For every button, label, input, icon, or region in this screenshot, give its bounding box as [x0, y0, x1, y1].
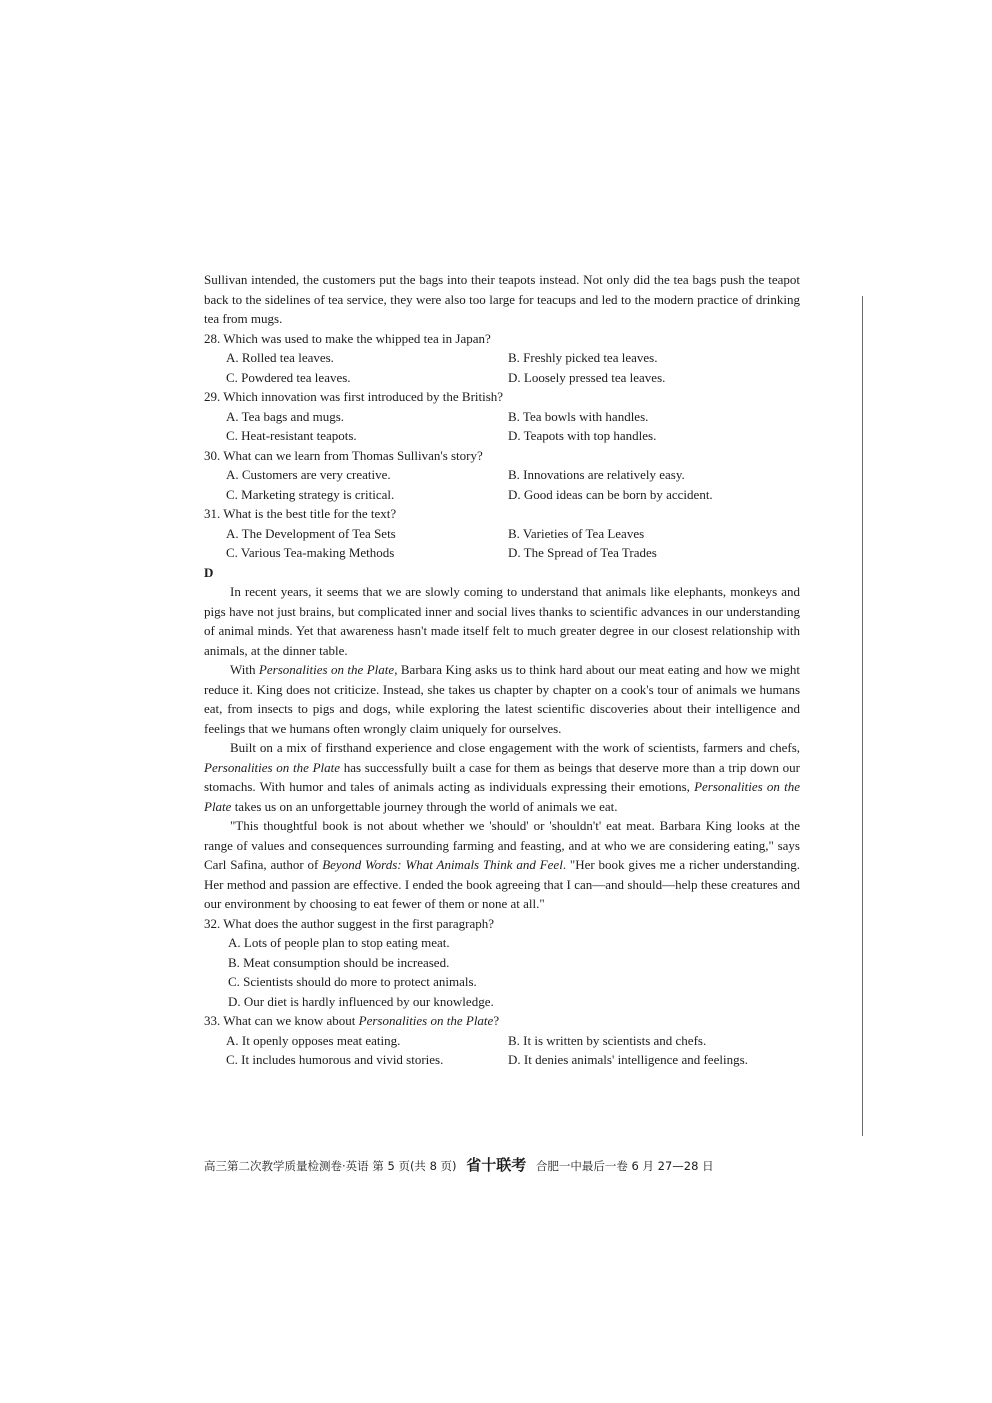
option-d[interactable]: D. It denies animals' intelligence and feelings. [508, 1052, 748, 1067]
option-c[interactable]: C. Marketing strategy is critical. [226, 486, 395, 502]
option-c[interactable]: C. Heat-resistant teapots. [226, 428, 357, 443]
question-stem: 28. Which was used to make the whipped tea in Japan? [204, 330, 491, 346]
passage-d-paragraph-3: Built on a mix of firsthand experience and close engagement with the work of scientists, farmers and chefs, Personalities on the Plate has successfully built a case for them as beings that deserve more than a trip down our stomachs. With humor and tales of animals acting as individuals expressing their emotions, Personalities on the Plate takes us on an unforgettable journey through the world of animals we eat. [204, 740, 801, 814]
margin-rule [862, 296, 863, 1136]
option-d[interactable]: D. The Spread of Tea Trades [508, 545, 657, 560]
question-stem: 33. What can we know about Personalities on the Plate? [204, 1013, 500, 1028]
question-31 [204, 504, 800, 563]
option-c[interactable]: C. It includes humorous and vivid stories. [226, 1052, 444, 1067]
option-b[interactable]: B. Meat consumption should be increased. [228, 954, 450, 970]
book-title: Personalities on the Plate [204, 759, 341, 775]
passage-d-paragraph-4: "This thoughtful book is not about whether we 'should' or 'shouldn't' eat meat. Barbara King looks at the range of values and consequences surrounding farming and feasting, and at who we are considering eating," says Carl Safina, author of Beyond Words: What Animals Think and Feel. "Her book gives me a richer understanding. Her method and passion are effective. I ended the book agreeing that I can—and should—help these creatures and our environment by choosing to eat fewer of them or none at all." [204, 818, 800, 911]
book-title: Beyond Words: What Animals Think and Feel [322, 857, 563, 872]
option-c[interactable]: C. Scientists should do more to protect animals. [228, 974, 477, 989]
school-info: 合肥一中最后一卷 6 月 27—28 日 [535, 1159, 714, 1173]
passage-d-paragraph-1: In recent years, it seems that we are slowly coming to understand that animals like elephants, monkeys and pigs have not just brains, but complicated inner and social lives thanks to scientific advances in our understanding of animal minds. Yet that awareness hasn't made itself felt to much greater degree in our closest relationship with animals, at the dinner table. [204, 584, 800, 658]
question-28 [204, 329, 800, 388]
option-b[interactable]: B. It is written by scientists and chefs. [508, 1032, 707, 1048]
option-a[interactable]: A. Lots of people plan to stop eating meat. [228, 935, 450, 950]
passage-c-ending: Sullivan intended, the customers put the bags into their teapots instead. Not only did the tea bags push the teapot back to the sidelines of tea service, they were also too large for teacups and led to the modern practice of drinking tea from mugs. [204, 272, 800, 326]
section-heading: D [204, 564, 214, 580]
option-a[interactable]: A. Rolled tea leaves. [226, 350, 334, 365]
question-stem: 29. Which innovation was first introduced by the British? [204, 389, 504, 404]
option-d[interactable]: D. Our diet is hardly influenced by our knowledge. [228, 993, 494, 1009]
option-a[interactable]: A. The Development of Tea Sets [226, 525, 396, 541]
question-stem: 32. What does the author suggest in the first paragraph? [204, 915, 495, 931]
option-c[interactable]: C. Various Tea-making Methods [226, 545, 395, 560]
option-c[interactable]: C. Powdered tea leaves. [226, 369, 351, 385]
question-29 [204, 387, 800, 446]
option-d[interactable]: D. Loosely pressed tea leaves. [508, 369, 666, 385]
exam-page [204, 270, 800, 1070]
question-stem: 30. What can we learn from Thomas Sullivan's story? [204, 447, 483, 463]
option-b[interactable]: B. Varieties of Tea Leaves [508, 525, 645, 541]
option-d[interactable]: D. Good ideas can be born by accident. [508, 486, 713, 502]
book-title: Personalities on the Plate [358, 1013, 494, 1028]
option-a[interactable]: A. Tea bags and mugs. [226, 408, 344, 424]
brand-logo: 省十联考 [466, 1156, 527, 1174]
option-b[interactable]: B. Freshly picked tea leaves. [508, 350, 658, 365]
book-title: Personalities on the Plate [204, 779, 800, 814]
question-32 [204, 914, 800, 1012]
option-b[interactable]: B. Tea bowls with handles. [508, 408, 649, 424]
passage-d-paragraph-2: With Personalities on the Plate, Barbara King asks us to think hard about our meat eating and how we might reduce it. King does not criticize. Instead, she takes us chapter by chapter on a cook's tour of animals we humans eat, from insects to pigs and dogs, while exploring the latest scientific discoveries about their intelligence and feelings that we humans often wrongly claim uniquely for ourselves. [204, 662, 800, 736]
question-30 [204, 446, 800, 505]
option-a[interactable]: A. It openly opposes meat eating. [226, 1032, 401, 1048]
exam-title: 高三第二次教学质量检测卷·英语 [204, 1159, 369, 1173]
option-b[interactable]: B. Innovations are relatively easy. [508, 467, 685, 482]
option-a[interactable]: A. Customers are very creative. [226, 467, 391, 482]
option-d[interactable]: D. Teapots with top handles. [508, 428, 657, 443]
question-33 [204, 1011, 800, 1070]
question-stem: 31. What is the best title for the text? [204, 506, 397, 521]
book-title: Personalities on the Plate [258, 662, 395, 677]
page-number: 第 5 页(共 8 页) [372, 1159, 457, 1173]
page-footer [204, 1154, 804, 1175]
